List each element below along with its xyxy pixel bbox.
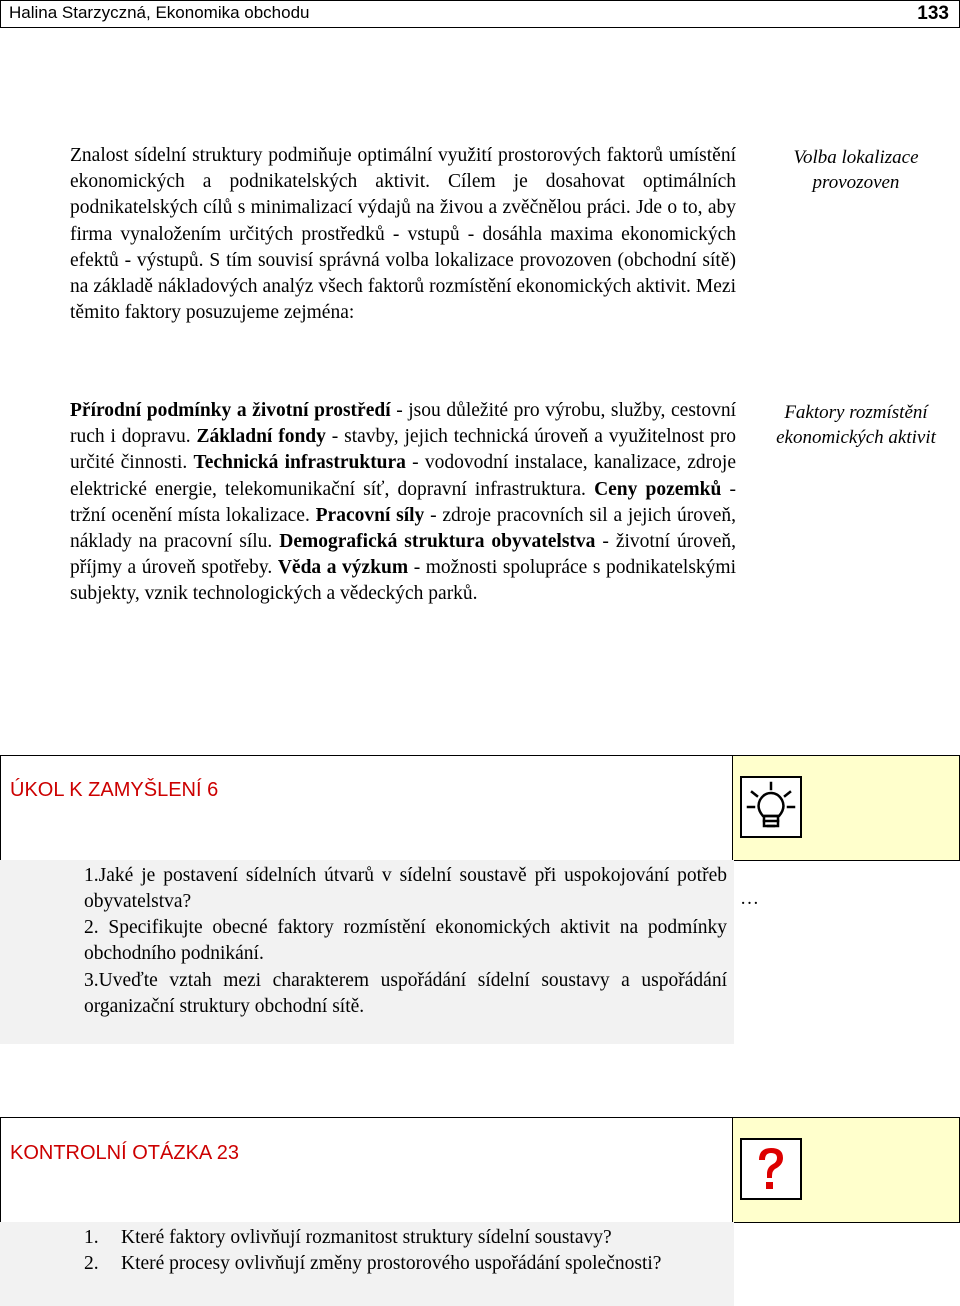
term-labour: Pracovní síly — [315, 504, 425, 526]
term-natural-conditions: Přírodní podmínky a životní prostředí — [70, 400, 391, 421]
task-question-3: 3.Uveďte vztah mezi charakterem uspořádání sídelní soustavy a uspořádání organizační struktury obchodní sítě. — [84, 970, 727, 1017]
task-question-2: 2. Specifikujte obecné faktory rozmístění ekonomických aktivit na podmínky obchodního podnikání. — [84, 917, 727, 964]
task-icon-cell — [732, 755, 960, 861]
control-question-2: 2. Které procesy ovlivňují změny prostorového uspořádání společnosti? — [84, 1253, 662, 1274]
term-demographics: Demografická struktura obyvatelstva — [279, 531, 596, 553]
task-box-title: ÚKOL K ZAMYŠLENÍ 6 — [10, 779, 219, 801]
term-basic-funds: Základní fondy — [196, 426, 326, 448]
author-name: Halina Starzyczná, Ekonomika obchodu — [9, 3, 310, 22]
factors-paragraph: Přírodní podmínky a životní prostředí - jsou důležité pro výrobu, služby, cestovní ruch i dopravu. Základní fondy - stavby, jejich technická úroveň a využitelnost pro určité činnosti. Technická infrastruktura - vodovodní instalace, kanalizace, zdroje elektrické energie, telekomunikační síť, dopravní infrastruktura. Ceny pozemků - tržní ocenění místa lokalizace. Pracovní síly - zdroje pracovních sil a jejich úroveň, náklady na pracovní sílu. Demografická struktura obyvatelstva - životní úroveň, příjmy a úroveň spotřeby. Věda a výzkum - možnosti spolupráce s podnikatelskými subjekty, vznik technologických a vědeckých parků. — [70, 400, 737, 605]
ellipsis: … — [740, 888, 759, 909]
term-land-prices: Ceny pozemků — [594, 478, 722, 500]
task-questions-area — [0, 860, 734, 1044]
control-box-title: KONTROLNÍ OTÁZKA 23 — [10, 1142, 239, 1164]
term-infrastructure: Technická infrastruktura — [193, 452, 406, 474]
control-box-header — [0, 1117, 733, 1222]
control-question-1: 1. Které faktory ovlivňují rozmanitost struktury sídelní soustavy? — [84, 1227, 612, 1248]
control-icon-cell — [732, 1117, 960, 1223]
task-question-1: 1.Jaké je postavení sídelních útvarů v sídelní soustavě při uspokojování potřeb obyvatelstva? — [84, 865, 727, 912]
term-science: Věda a výzkum — [277, 557, 409, 579]
question-mark-icon — [740, 1138, 802, 1200]
page-number: 133 — [917, 3, 949, 24]
lightbulb-icon — [740, 776, 802, 838]
page-header — [0, 0, 960, 28]
margin-note-factors: Faktory rozmístění ekonomických aktivit — [776, 402, 936, 448]
control-questions-area — [0, 1222, 734, 1306]
intro-paragraph: Znalost sídelní struktury podmiňuje optimální využití prostorových faktorů umístění ekonomických a podnikatelských aktivit. Cílem je dosahovat optimálních podnikatelských cílů s minimalizací výdajů na živou a zvěčnělou práci. Jde o to, aby firma vynaložením určitých prostředků - vstupů - dosáhla maxima ekonomických efektů - výstupů. S tím souvisí správná volba lokalizace provozoven (obchodní sítě) na základě nákladových analýz všech faktorů rozmístění ekonomických aktivit. Mezi těmito faktory posuzujeme zejména: — [70, 145, 736, 324]
margin-note-location: Volba lokalizace provozoven — [793, 147, 919, 193]
task-box-header — [0, 755, 733, 860]
